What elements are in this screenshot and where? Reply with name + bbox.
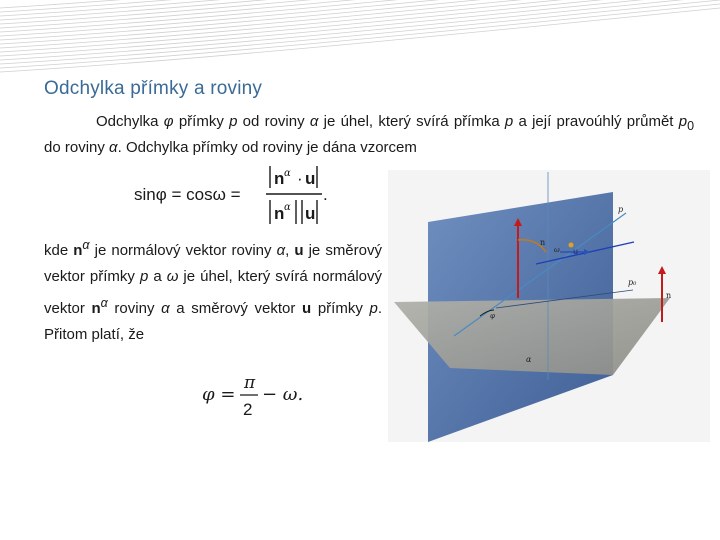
label-alpha: α — [526, 355, 532, 364]
angle-formula — [134, 158, 354, 230]
svg-text:− ω.: − ω. — [262, 384, 304, 405]
svg-text:u: u — [305, 169, 316, 188]
label-p: p — [618, 205, 624, 214]
svg-text:u: u — [305, 204, 316, 223]
label-n-right: n — [666, 291, 672, 300]
svg-text:n: n — [274, 204, 285, 223]
formula-lhs: sinφ = cosω = — [134, 185, 241, 204]
svg-text:α: α — [284, 202, 291, 213]
relation-formula — [200, 368, 310, 424]
svg-text:α: α — [284, 168, 291, 179]
svg-text:·: · — [297, 169, 303, 188]
header-stripes — [0, 0, 720, 80]
label-n-left: n — [540, 238, 546, 247]
label-u: u — [573, 247, 579, 256]
svg-text:φ =: φ = — [202, 384, 236, 405]
line-plane-angle-figure — [388, 170, 710, 442]
explanation-paragraph: kde $n^\alpha$ je normálový vektor roviny α, u je směrový vektor přímky p a ω je úhel, který svírá normálový vektor $n^\alpha$ roviny α a směrový vektor u přímky p. Přitom platí, že — [44, 238, 382, 343]
svg-text:2: 2 — [243, 400, 253, 419]
svg-text:π: π — [244, 373, 256, 393]
slide-title: Odchylka přímky a roviny — [44, 78, 263, 99]
label-omega: ω — [554, 246, 560, 254]
intro-paragraph: Odchylka φ přímky p od roviny α je úhel, který svírá přímka p a její pravoúhlý průmět $p_0$ do roviny α. Odchylka přímky od roviny je dána vzorcem — [44, 113, 695, 156]
svg-text:n: n — [274, 169, 285, 188]
label-p0: p₀ — [628, 278, 637, 287]
label-phi: φ — [490, 312, 495, 320]
svg-text:.: . — [323, 185, 328, 204]
